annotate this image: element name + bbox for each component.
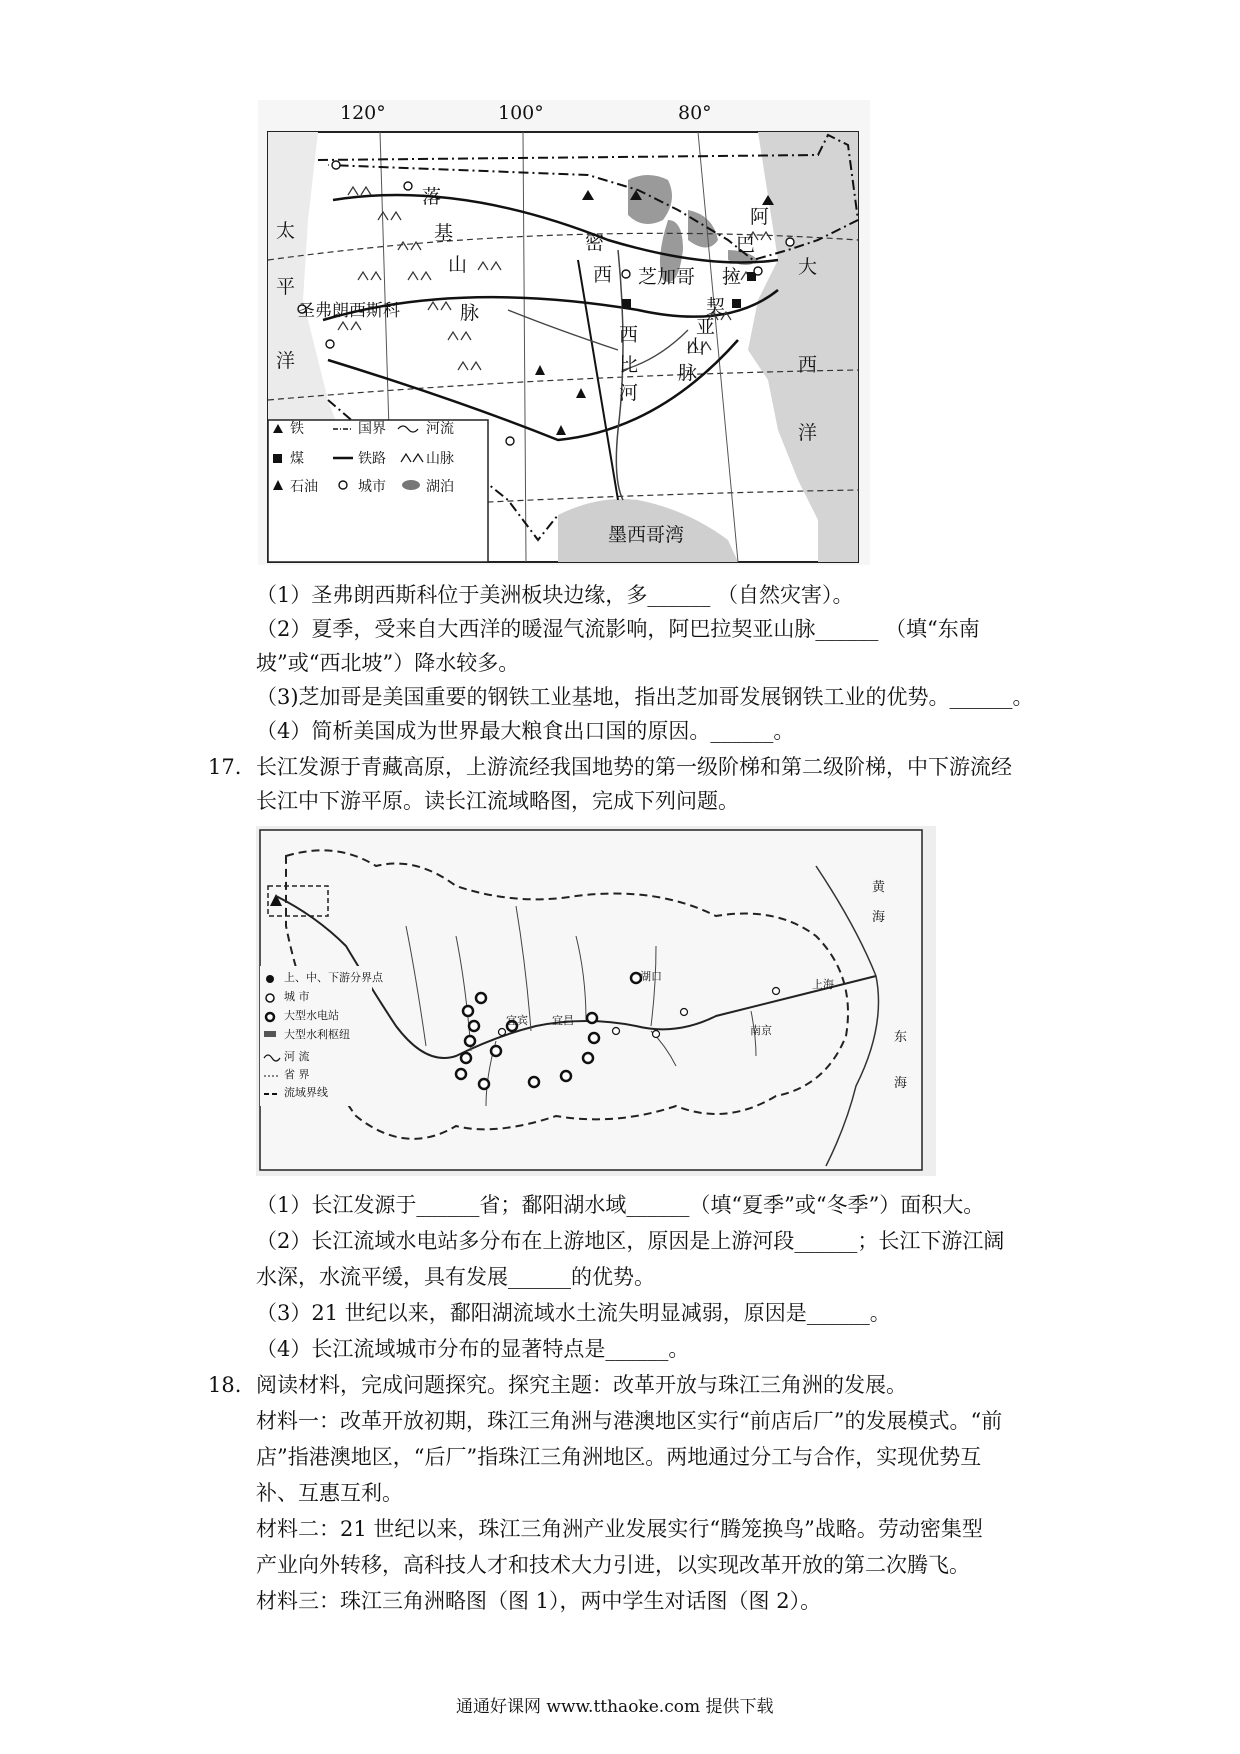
q17-line-3: 水深，水流平缓，具有发展______的优势。 bbox=[256, 1265, 655, 1289]
q16-line-2: （2）夏季，受来自大西洋的暖湿气流影响，阿巴拉契亚山脉______ （填“东南 bbox=[256, 617, 980, 641]
q18-line-7: 材料三：珠江三角洲略图（图 1），两中学生对话图（图 2）。 bbox=[256, 1589, 822, 1613]
legend-city: 城市 bbox=[358, 479, 386, 495]
q16-line-4: （3)芝加哥是美国重要的钢铁工业基地，指出芝加哥发展钢铁工业的优势。______。 bbox=[256, 685, 1034, 709]
q18-line-2: 材料一：改革开放初期，珠江三角洲与港澳地区实行“前店后厂”的发展模式。“前 bbox=[256, 1409, 1003, 1433]
mississippi-label: 河 bbox=[619, 382, 639, 404]
q17-line-5: （4）长江流域城市分布的显著特点是______。 bbox=[256, 1337, 690, 1361]
appalachian-label: 亚 bbox=[696, 316, 716, 338]
legend-city: 城 市 bbox=[284, 990, 310, 1003]
hukou-label: 湖口 bbox=[640, 970, 662, 983]
q16-line-3: 坡”或“西北坡”）降水较多。 bbox=[256, 651, 520, 675]
q18-line-5: 材料二：21 世纪以来，珠江三角洲产业发展实行“腾笼换鸟”战略。劳动密集型 bbox=[256, 1517, 983, 1541]
legend-river: 河 流 bbox=[284, 1050, 310, 1063]
atlantic-label: 大 bbox=[798, 256, 818, 278]
appalachian-label: 山 bbox=[686, 336, 706, 358]
yichang-label: 宜昌 bbox=[552, 1014, 574, 1027]
q17-intro-1: 长江发源于青藏高原，上游流经我国地势的第一级阶梯和第二级阶梯，中下游流经 bbox=[256, 755, 1012, 779]
pacific-label: 洋 bbox=[276, 350, 296, 372]
yangtze-map-drawing bbox=[256, 826, 936, 1176]
legend-coal: 煤 bbox=[290, 451, 304, 467]
atlantic-label: 西 bbox=[798, 354, 818, 376]
legend-lake: 湖泊 bbox=[426, 479, 454, 495]
pacific-label: 平 bbox=[276, 276, 296, 298]
yibin-label: 宜宾 bbox=[506, 1014, 528, 1027]
q18-line-4: 补、互惠互利。 bbox=[256, 1481, 403, 1505]
appalachian-label: 阿 bbox=[750, 206, 770, 228]
chicago-label: 芝加哥 bbox=[638, 266, 696, 288]
legend-province-border: 省 界 bbox=[284, 1068, 310, 1081]
legend-mountain: 山脉 bbox=[426, 451, 454, 467]
q17-line-4: （3）21 世纪以来，鄱阳湖流域水土流失明显减弱，原因是______。 bbox=[256, 1301, 891, 1325]
longitude-label: 80° bbox=[678, 102, 712, 124]
q18-line-1: 阅读材料，完成问题探究。探究主题：改革开放与珠江三角洲的发展。 bbox=[256, 1373, 907, 1397]
q17-number: 17. bbox=[208, 755, 242, 779]
rocky-label: 落 bbox=[422, 186, 442, 208]
yangtze-map bbox=[256, 826, 936, 1176]
usa-map-drawing bbox=[258, 100, 870, 565]
legend-border: 国界 bbox=[358, 421, 386, 437]
yellow-sea-label: 海 bbox=[872, 910, 886, 925]
usa-map bbox=[258, 100, 870, 565]
longitude-label: 120° bbox=[340, 102, 386, 124]
q18-line-6: 产业向外转移，高科技人才和技术大力引进，以实现改革开放的第二次腾飞。 bbox=[256, 1553, 970, 1577]
legend-boundary-point: 上、中、下游分界点 bbox=[284, 971, 383, 984]
rocky-label: 山 bbox=[448, 254, 468, 276]
east-sea-label: 东 bbox=[894, 1030, 908, 1045]
mississippi-label: 比 bbox=[619, 354, 639, 376]
shanghai-label: 上海 bbox=[812, 978, 834, 991]
mississippi-label: 西 bbox=[619, 324, 639, 346]
east-sea-label: 海 bbox=[894, 1076, 908, 1091]
appalachian-label: 拉 bbox=[722, 266, 742, 288]
q17-intro-2: 长江中下游平原。读长江流域略图，完成下列问题。 bbox=[256, 789, 739, 813]
q16-line-1: （1）圣弗朗西斯科位于美洲板块边缘，多______ （自然灾害）。 bbox=[256, 583, 854, 607]
legend-water-project: 大型水利枢纽 bbox=[284, 1028, 350, 1041]
q16-line-5: （4）简析美国成为世界最大粮食出口国的原因。______。 bbox=[256, 719, 795, 743]
rocky-label: 基 bbox=[434, 222, 454, 244]
legend-iron: 铁 bbox=[290, 421, 304, 437]
san-francisco-label: 圣弗朗西斯科 bbox=[298, 301, 400, 321]
legend-basin-border: 流域界线 bbox=[284, 1086, 328, 1099]
legend-oil: 石油 bbox=[290, 479, 318, 495]
rocky-label: 脉 bbox=[460, 302, 480, 324]
appalachian-label: 巴 bbox=[736, 234, 756, 256]
q17-line-2: （2）长江流域水电站多分布在上游地区，原因是上游河段______；长江下游江阔 bbox=[256, 1229, 1005, 1253]
q17-line-1: （1）长江发源于______省；鄱阳湖水域______（填“夏季”或“冬季”）面积大。 bbox=[256, 1193, 985, 1217]
atlantic-label: 洋 bbox=[798, 422, 818, 444]
nanjing-label: 南京 bbox=[750, 1024, 772, 1037]
pacific-label: 太 bbox=[276, 220, 296, 242]
appalachian-label: 脉 bbox=[678, 362, 698, 384]
q18-number: 18. bbox=[208, 1373, 242, 1397]
yellow-sea-label: 黄 bbox=[872, 880, 886, 895]
q18-line-3: 店”指港澳地区，“后厂”指珠江三角洲地区。两地通过分工与合作，实现优势互 bbox=[256, 1445, 982, 1469]
longitude-label: 100° bbox=[498, 102, 544, 124]
mississippi-label: 西 bbox=[593, 264, 613, 286]
legend-hydropower: 大型水电站 bbox=[284, 1009, 339, 1022]
page-footer: 通通好课网 www.tthaoke.com 提供下载 bbox=[456, 1697, 774, 1717]
appalachian-label: 契 bbox=[706, 296, 726, 318]
mississippi-label: 密 bbox=[585, 232, 605, 254]
legend-railway: 铁路 bbox=[358, 451, 386, 467]
legend-river: 河流 bbox=[426, 421, 454, 437]
gulf-of-mexico-label: 墨西哥湾 bbox=[608, 524, 685, 546]
